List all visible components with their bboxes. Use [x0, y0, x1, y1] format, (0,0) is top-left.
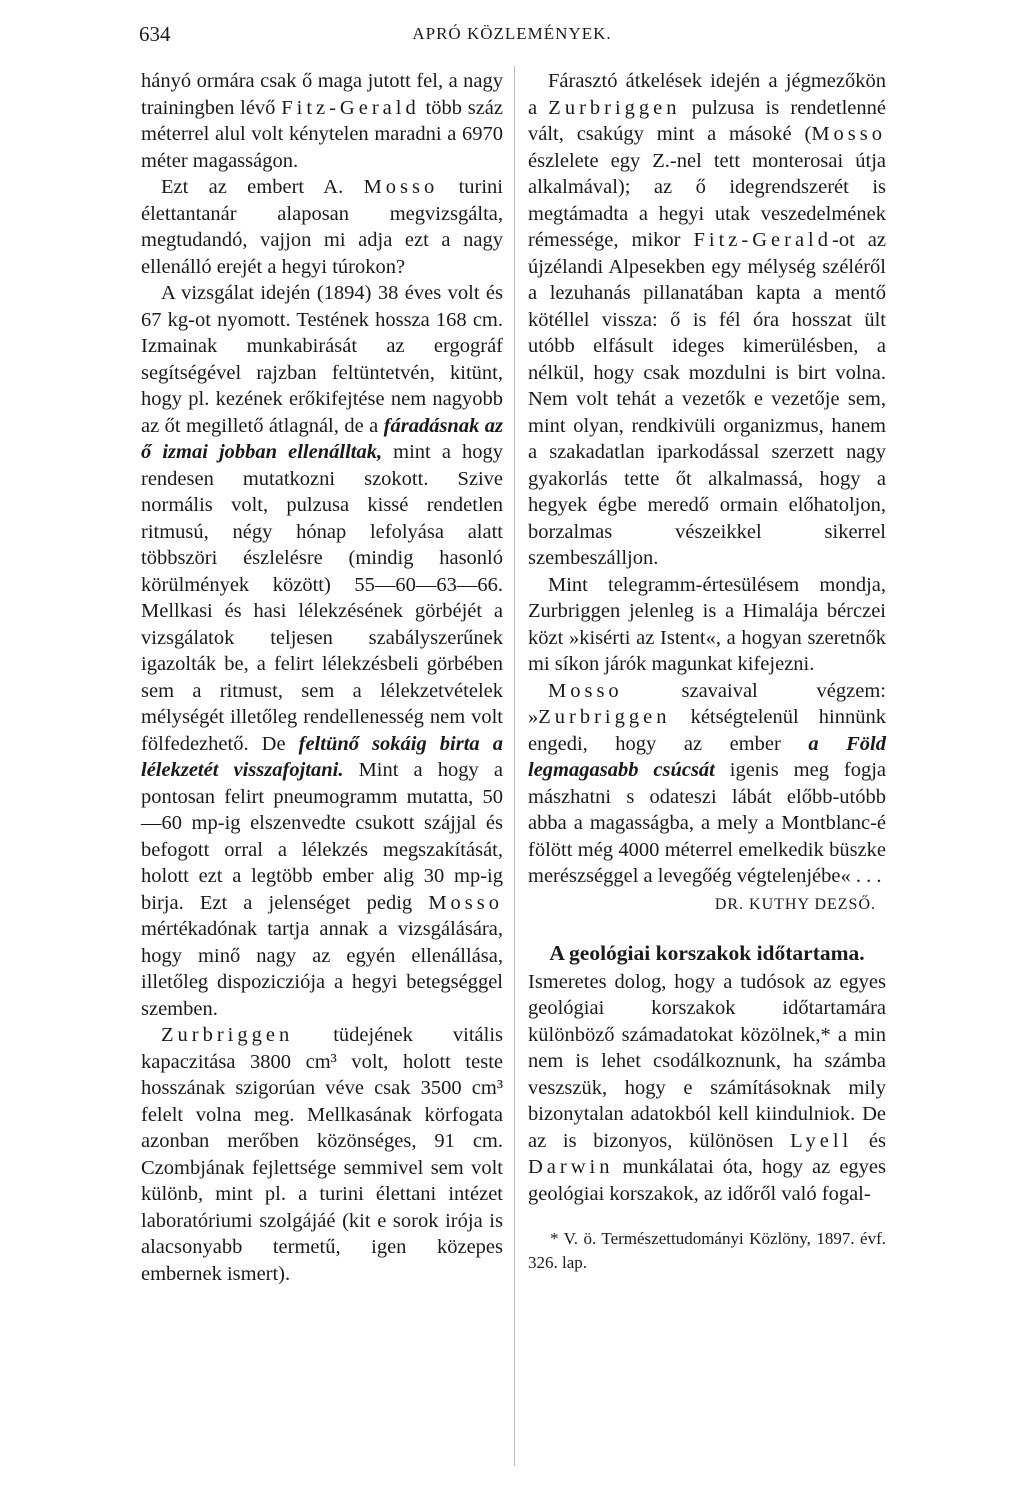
person-name: Zurbriggen [161, 1024, 294, 1046]
person-name: Darwin [528, 1156, 614, 1178]
text-run: mértékadónak tartja annak a vizsgálására, hogy minő nagy az egyén ellenállása, illetőleg dispozicziója a hegyi betegséggel szemben. [141, 918, 503, 1020]
column-divider [514, 66, 515, 1466]
emphasis: feltünő sokáig birta a lélekzetét visszafojtani. [141, 732, 504, 781]
paragraph [528, 969, 886, 1208]
text-run: pulzusa is rendetlenné vált, csakúgy mint a másoké ( [528, 96, 886, 145]
text-run: hányó ormára csak ő maga jutott fel, a nagy trainingben lévő [141, 70, 503, 119]
paragraph [141, 280, 503, 1022]
text-run: munkálatai óta, hogy az egyes geológiai korszakok, az időről való fogal- [528, 1156, 886, 1205]
text-run: több száz méterrel alul volt kénytelen maradni a 6970 méter magasságon. [141, 96, 503, 172]
person-name: Mosso [548, 679, 623, 702]
paragraph [528, 68, 886, 572]
text-run: észlelete egy Z.-nel tett monterosai útja alkalmával); az ő idegrendszerét is megtámadta a hegyi utak veszedelmének rémessége, mikor [528, 149, 886, 251]
person-name: Fitz-Gerald [281, 96, 420, 119]
right-column [528, 68, 886, 1275]
emphasis: a Föld legmagasabb csúcsát [528, 732, 887, 781]
person-name: Fitz-Gerald [693, 229, 832, 251]
author-signature: DR. KUTHY DEZSŐ. [714, 895, 876, 913]
left-column [141, 68, 503, 1287]
text-run: -ot az újzélandi Alpesekben egy mélység széléről a lezuhanás pillanatában kapta a mentő kötéllel vissza: ő is fél óra hosszat ült utóbb elfásult ideges kimerülésben, a nélkül, hogy csak mozdulni is birt volna. Nem volt tehát a vezetők e vezetője sem, mint olyan, rendkivüli organizmus, hanem a szakadatlan iparkodással szerzett nagy gyakorlás tette őt alkalmassá, hogy a hegyek égbe meredő ormain előhatoljon, borzalmas vészeikkel sikerrel szembeszálljon. [528, 229, 886, 569]
person-name: Mosso [363, 176, 439, 198]
page-number: 634 [139, 22, 171, 46]
paragraph [528, 678, 886, 890]
paragraph: Mint telegramm-értesülésem mondja, Zurbriggen jelenleg is a Himalája bérczei közt »kisérti az Istent«, a hogyan szeretnők mi síkon járók magunkat kifejezni. [528, 573, 886, 675]
text-run: igenis meg fogja mászhatni s odateszi lábát előbb-utóbb abba a magasságba, a mely a Montblanc-é fölött még 4000 méterrel emelkedik büszke merészséggel a levegőég végtelenjébe« . . . [528, 759, 887, 887]
footnote: * V. ö. Természettudományi Közlöny, 1897. évf. 326. lap. [528, 1229, 886, 1272]
text-run: és [852, 1129, 886, 1152]
text-run: turini élettantanár alaposan megvizsgálta, megtudandó, vajjon mi adja ezt a nagy ellenálló erejét a hegyi túrokon? [141, 176, 503, 278]
person-name: Lyell [790, 1129, 853, 1152]
emphasis: fáradásnak az ő izmai jobban ellenálltak, [141, 414, 503, 463]
paragraph [141, 1022, 503, 1287]
paragraph [141, 68, 503, 174]
text-run: mint a hogy rendesen mutatkozni szokott. Szive normális volt, pulzusa kissé rendetlen ritmusú, négy hónap lefolyása alatt többszöri észlelésre (mindig hasonló körülmények között) 55—60—63—66. Mellkasi és hasi lélekzésének görbéjét a vizsgálatok teljesen szabályszerűnek igazolták be, a felirt lélekzésbeli görbében sem a ritmust, sem a lélekzetvételek mélységét illetőleg rendellenesség nem volt fölfedezhető. De [141, 441, 503, 755]
text-run: Ismeretes dolog, hogy a tudósok az egyes geológiai korszakok időtartamára különböző számadatokat közölnek,* a min nem is lehet csodálkoznunk, ha számba veszszük, hogy e számításoknak mily bizonytalan adatokból kell kiindulniok. De az is bizonyos, különösen [528, 970, 886, 1152]
text-run: szavaival végzem: » [528, 679, 886, 728]
person-name: Zurbriggen [538, 706, 671, 728]
text-run: tüdejének vitális kapaczitása 3800 cm³ volt, holott teste hosszának szigorúan véve csak 3500 cm³ felelt volna meg. Mellkasának körfogata azonban merőben közönséges, 91 cm. Czombjának fejlettsége semmivel sem volt különb, mint pl. a turini élettani intézet laboratóriumi szolgájáé (kit e sorok irója is alacsonyabb termetű, igen közepes embernek ismert). [141, 1024, 503, 1285]
section-title: A geológiai korszakok időtartama. [549, 941, 865, 965]
running-title: APRÓ KÖZLEMÉNYEK. [412, 24, 612, 43]
person-name: Zurbriggen [548, 96, 681, 119]
person-name: Mosso [428, 891, 503, 914]
page-header [0, 22, 1024, 50]
text-run: Fárasztó átkelések idején a jégmezőkön a [528, 70, 886, 119]
text-run: A vizsgálat idején (1894) 38 éves volt és 67 kg-ot nyomott. Testének hossza 168 cm. Izmainak munkabirását az ergográf segítségével rajzban feltüntetvén, kitünt, hogy pl. kezének erőkifejtése nem nagyobb az őt megillető átlagnál, de a [141, 282, 503, 437]
text-run: Mint a hogy a pontosan felirt pneumogramm mutatta, 50—60 mp-ig elszenvedte csukott szájjal és befogott orral a lélekzés megszakítását, holott ezt a legtöbb ember alig 30 mp-ig birja. Ezt a jelenséget pedig [141, 759, 503, 914]
text-run: kétségtelenül hinnünk engedi, hogy az ember [528, 706, 886, 755]
person-name: Mosso [811, 123, 886, 145]
text-run: Ezt az embert A. [161, 176, 364, 198]
paragraph [141, 174, 503, 280]
